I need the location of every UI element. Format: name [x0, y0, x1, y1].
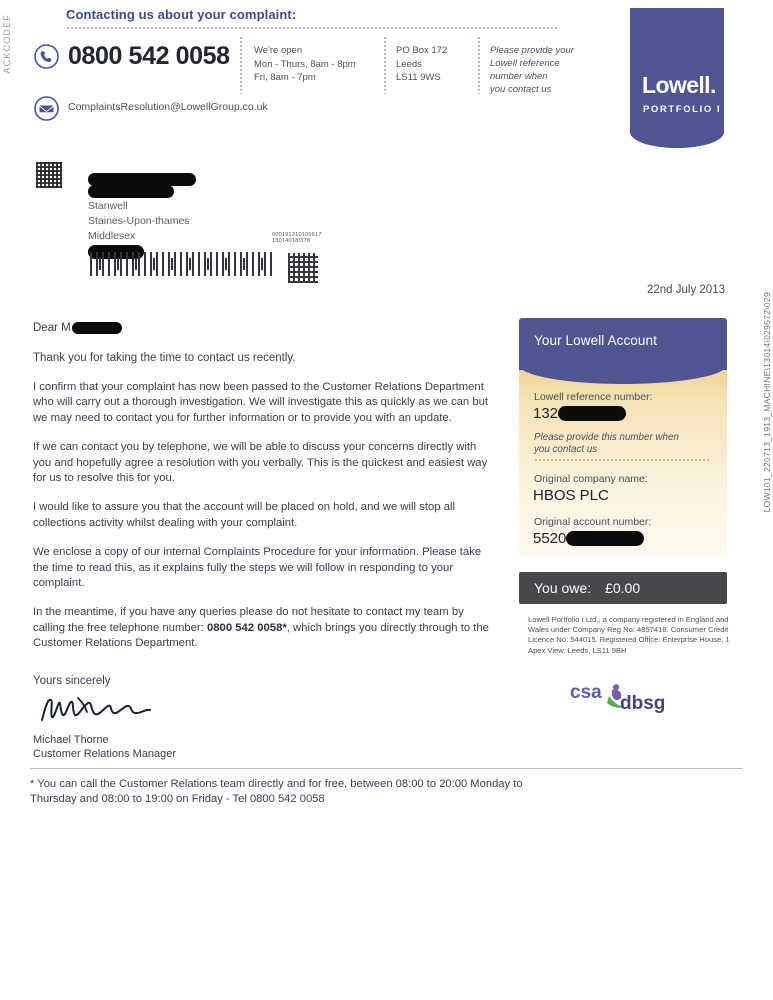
- mail-reference-line: 13014018/378: [272, 238, 311, 245]
- account-panel-divider: [534, 459, 711, 461]
- signer-block: [33, 733, 176, 761]
- footer-divider: [30, 768, 743, 769]
- opening-hours-line: Mon - Thurs, 8am - 8pm: [254, 58, 356, 70]
- address-line: Middlesex: [88, 230, 136, 242]
- lowell-reference-label: Lowell reference number:: [534, 391, 653, 403]
- original-account-value: [533, 530, 644, 547]
- svg-text:dbsg: dbsg: [620, 693, 666, 714]
- original-company-value: HBOS PLC: [533, 487, 609, 504]
- header-title: Contacting us about your complaint:: [66, 7, 297, 22]
- phone-icon: [34, 44, 59, 69]
- lowell-logo: [630, 8, 724, 148]
- lowell-reference-value: [533, 405, 626, 422]
- envelope-icon: [34, 96, 59, 121]
- footnote: * You can call the Customer Relations team directly and for free, between 08:00 to 20:00 Monday to Thursday and 08:00 to 19:00 on Friday - Tel 0800 542 0058: [30, 778, 523, 805]
- signer-title: Customer Relations Manager: [33, 748, 177, 760]
- redaction-bar: [566, 531, 644, 546]
- final-phone: 0800 542 0058*: [206, 621, 287, 634]
- address-line: Staines-Upon-thames: [88, 215, 190, 227]
- signer-name: Michael Thorne: [33, 734, 109, 746]
- header-phone-number[interactable]: 0800 542 0058: [68, 42, 230, 70]
- account-reference-note-line: you contact us: [534, 444, 598, 455]
- letter-date: 22nd July 2013: [646, 284, 725, 296]
- you-owe-label: You owe:: [534, 580, 592, 596]
- body-paragraph: I confirm that your complaint has now been passed to the Customer Relations Department who will carry out a thorough investigation. We will investigate this as quickly as we can but we may need to contact you for further information or to provide you with an update.: [33, 381, 489, 424]
- redaction-bar: [72, 322, 122, 334]
- reference-note-line: you contact us: [490, 84, 552, 95]
- original-account-digits: 5520: [533, 530, 567, 547]
- lowell-logo-wordmark: Lowell.: [642, 72, 716, 98]
- account-panel-title: Your Lowell Account: [534, 333, 657, 348]
- datamatrix-code-icon: [36, 162, 62, 188]
- body-paragraph: If we can contact you by telephone, we will be able to discuss your concerns directly with you and hopefully agree a resolution with you verbally. This is the quickest and easiest way for us to resolve this for you.: [33, 441, 488, 485]
- reference-note-line: Please provide your: [490, 45, 574, 56]
- redaction-bar: [558, 406, 626, 421]
- reference-note-line: number when: [490, 71, 548, 82]
- salutation-text: Dear M: [33, 322, 71, 335]
- address-line: Stanwell: [88, 200, 128, 212]
- you-owe-row: [534, 580, 640, 596]
- opening-hours-line: We're open: [254, 45, 303, 56]
- legal-text: Lowell Portfolio I Ltd., a company registered in England and Wales under Company Reg No: 4857418. Consumer Credit Licence No: 544015. Registered Office: Enterprise House, 1 Apex View, Leeds, LS11 9BH: [528, 615, 730, 655]
- original-company-label: Original company name:: [534, 473, 648, 485]
- redaction-bar: [88, 185, 174, 198]
- account-reference-note: [534, 432, 714, 456]
- original-account-label: Original account number:: [534, 516, 652, 528]
- header-divider-2: [384, 36, 386, 94]
- po-box-line: PO Box 172: [396, 45, 448, 56]
- final-after: , which brings you directly through to the Customer Relations Department.: [33, 621, 489, 650]
- header-divider: [66, 27, 558, 29]
- body-paragraph: I would like to assure you that the account will be placed on hold, and we will stop all collections activity whilst dealing with your complaint.: [33, 501, 455, 529]
- mail-reference: [272, 232, 322, 245]
- opening-hours-line: Fri, 8am - 7pm: [254, 72, 316, 83]
- svg-text:csa: csa: [570, 682, 602, 703]
- you-owe-amount: £0.00: [605, 580, 641, 596]
- final-before: In the meantime, if you have any queries please do not hesitate to contact my team by calling the free telephone number:: [33, 606, 464, 634]
- csa-dbsg-logo: [570, 676, 678, 721]
- reference-note: [490, 44, 574, 96]
- account-reference-note-line: Please provide this number when: [534, 432, 679, 443]
- left-edge-code: ACKCODEF: [2, 14, 12, 74]
- lead-sentence: Thank you for taking the time to contact us recently.: [33, 352, 296, 364]
- mail-reference-line: 000191310100617: [272, 232, 322, 238]
- reference-note-line: Lowell reference: [490, 58, 560, 69]
- signoff: Yours sincerely: [33, 675, 111, 687]
- po-box-line: Leeds: [396, 58, 422, 70]
- qr-code-icon: [288, 253, 318, 283]
- salutation: [33, 322, 122, 334]
- handwritten-signature-icon: [38, 692, 168, 731]
- recipient-address: [88, 172, 196, 260]
- opening-hours: [254, 44, 356, 85]
- complaints-email[interactable]: ComplaintsResolution@LowellGroup.co.uk: [68, 101, 268, 113]
- postal-barcode-icon-lower: [90, 258, 275, 270]
- po-box-address: [396, 44, 447, 85]
- po-box-line: LS11 9WS: [396, 72, 441, 83]
- header-divider-3: [478, 36, 480, 94]
- letter-body: [33, 380, 497, 666]
- lowell-logo-subtitle: PORTFOLIO I: [643, 104, 722, 115]
- body-paragraph: We enclose a copy of our internal Complaints Procedure for your information. Please take the time to read this, as it explains fully the steps we will follow in responding to your complaint.: [33, 546, 482, 590]
- lowell-reference-digits: 132: [533, 405, 559, 422]
- body-paragraph-final: [33, 605, 497, 651]
- right-edge-code: LOW101_220713_1913_MACHINE\13014\029572\029: [762, 292, 772, 513]
- header-divider-1: [240, 36, 242, 94]
